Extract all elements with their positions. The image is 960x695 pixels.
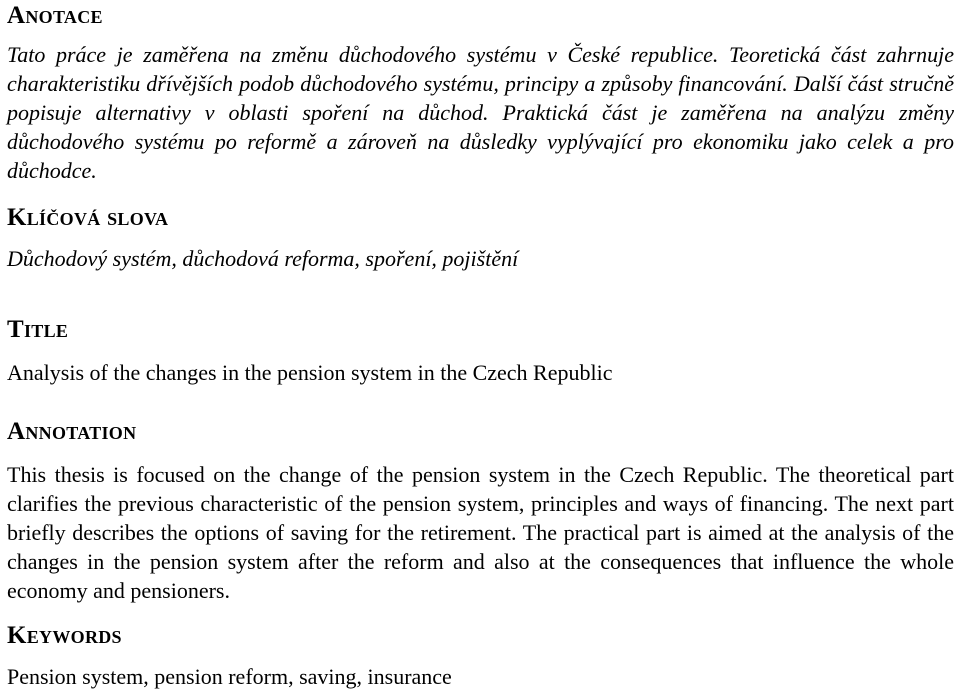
- keywords-text: Pension system, pension reform, saving, insurance: [7, 664, 452, 689]
- annotation-heading: Annotation: [7, 418, 137, 445]
- title-text: Analysis of the changes in the pension system in the Czech Republic: [7, 360, 613, 385]
- keywords-heading: Keywords: [7, 622, 122, 649]
- klicova-slova-text: Důchodový systém, důchodová reforma, spoření, pojištění: [7, 246, 519, 271]
- klicova-slova-heading: Klíčová slova: [7, 204, 169, 231]
- anotace-text: Tato práce je zaměřena na změnu důchodového systému v České republice. Teoretická část zahrnuje charakteristiku dřívějších podob důchodového systému, principy a způsoby financování. Další část stručně popisuje alternativy v oblasti spoření na důchod. Praktická část je zaměřena na analýzu změny důchodového systému po reformě a zároveň na důsledky vyplývající pro ekonomiku jako celek a pro důchodce.: [7, 42, 954, 183]
- anotace-heading: Anotace: [7, 2, 103, 29]
- annotation-text: This thesis is focused on the change of the pension system in the Czech Republic. The theoretical part clarifies the previous characteristic of the pension system, principles and ways of financing. The next part briefly describes the options of saving for the retirement. The practical part is aimed at the analysis of the changes in the pension system after the reform and also at the consequences that influence the whole economy and pensioners.: [7, 462, 954, 603]
- title-heading: Title: [7, 316, 69, 343]
